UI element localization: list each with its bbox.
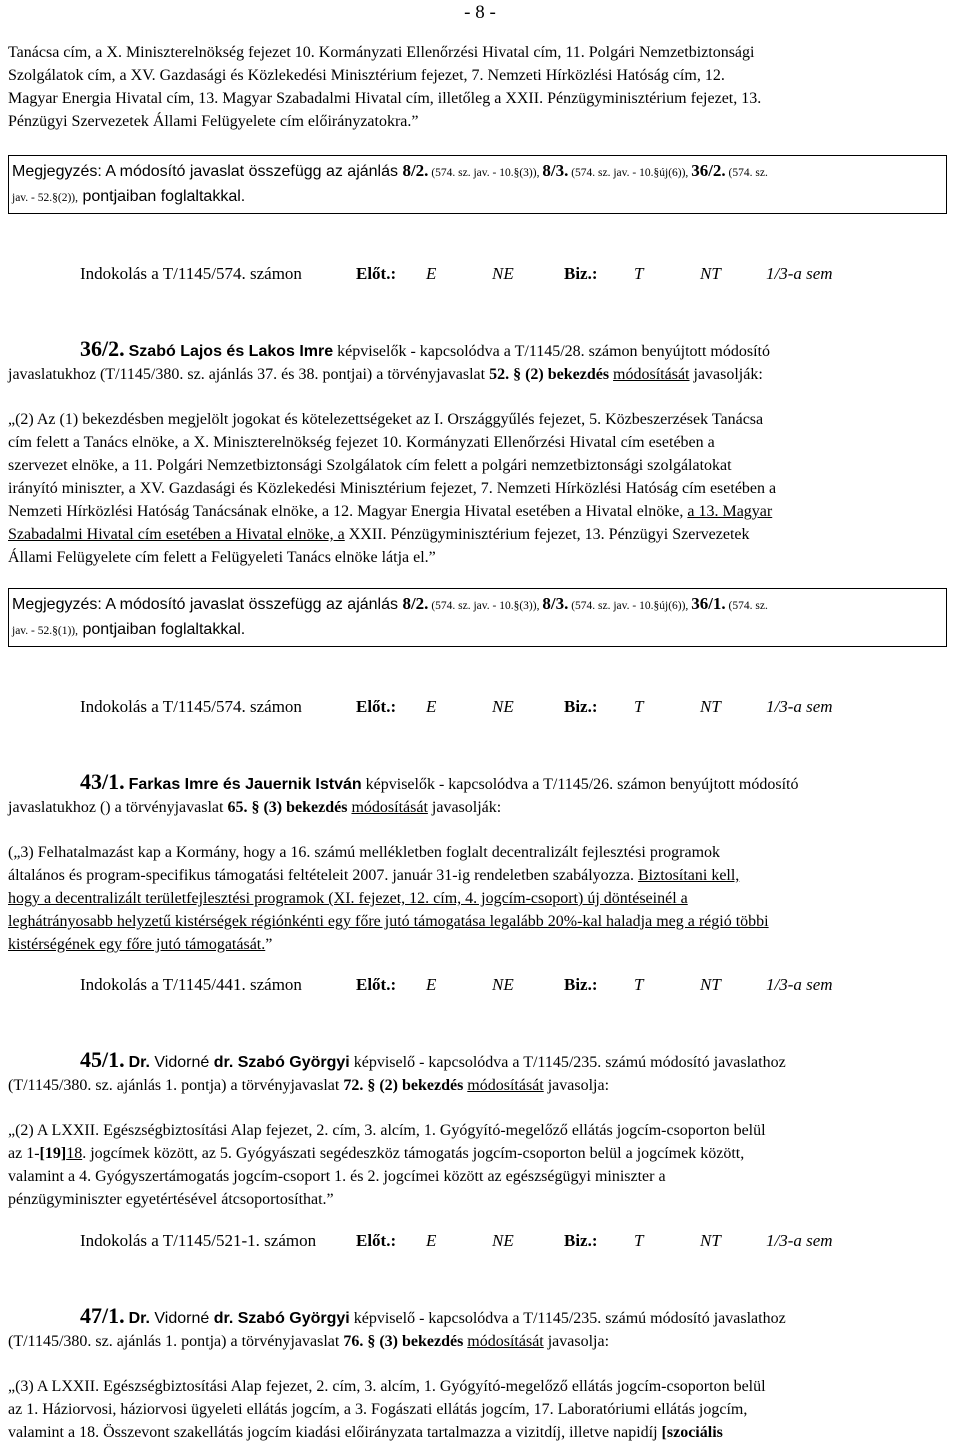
law-reference: 72. § (2) bekezdés	[343, 1077, 464, 1094]
vote-third: 1/3-a sem	[766, 264, 833, 283]
note-ref-detail: (574. sz.	[725, 167, 768, 179]
note-suffix: pontjaiban foglaltakkal.	[78, 188, 246, 205]
vote-line	[80, 264, 940, 288]
vote-t: T	[634, 264, 644, 283]
vote-elot-label: Előt.:	[356, 1231, 397, 1250]
vote-e: E	[426, 264, 437, 283]
amendment-intro: képviselő - kapcsolódva a T/1145/235. számú módosító javaslathoz	[349, 1054, 786, 1071]
vote-indokolas: Indokolás a T/1145/574. számon	[80, 697, 302, 716]
amendment-intro: képviselők - kapcsolódva a T/1145/26. számon benyújtott módosító	[361, 776, 799, 793]
vote-e: E	[426, 697, 437, 716]
text-line: Magyar Energia Hivatal cím, 13. Magyar Szabadalmi Hivatal cím, illetőleg a XXII. Pénzügyminisztérium fejezet, 13.	[8, 90, 762, 107]
vote-t: T	[634, 975, 644, 994]
vote-third: 1/3-a sem	[766, 1231, 833, 1250]
law-reference: 65. § (3) bekezdés	[227, 799, 348, 816]
vote-e: E	[426, 975, 437, 994]
note-ref-detail: (574. sz. jav. - 10.§(3)),	[428, 600, 543, 612]
amendment-text: „(2) A LXXII. Egészségbiztosítási Alap fejezet, 2. cím, 3. alcím, 1. Gyógyító-megelőző ellátás jogcím-csoporton belül az 1-[19]18. jogcímek között, az 5. Gyógyászati segédeszköz támogatás jogcím-csoporton belül a jogcímek között, valamint a 4. Gyógyszertámogatás jogcím-csoport 1. és 2. jogcímei között az egészségügyi miniszter a pénzügyminiszter egyetértésével átcsoportosíthat.”	[8, 1122, 766, 1208]
page-number: - 8 -	[464, 2, 496, 23]
note-ref-detail: jav. - 52.§(2)),	[12, 192, 78, 204]
note-prefix: Megjegyzés: A módosító javaslat összefügg az ajánlás	[12, 596, 403, 613]
vote-ne: NE	[492, 697, 514, 716]
amendment-authors: Dr. Vidorné dr. Szabó Györgyi	[128, 1310, 350, 1327]
vote-nt: NT	[700, 1231, 721, 1250]
vote-biz-label: Biz.:	[564, 975, 598, 994]
note-ref: 8/2.	[402, 161, 429, 180]
amendment-36-2: 36/2. Szabó Lajos és Lakos Imre képviselők - kapcsolódva a T/1145/28. számon benyújtott módosító javaslatukhoz (T/1145/380. sz. ajánlás 37. és 38. pontjai) a törvényjavaslat 52. § (2) bekezdés módosítását javasolják:	[8, 336, 770, 383]
amendment-authors: Farkas Imre és Jauernik István	[128, 776, 362, 793]
note-ref: 8/2.	[402, 594, 429, 613]
note-ref-detail: jav. - 52.§(1)),	[12, 625, 78, 637]
note-suffix: pontjaiban foglaltakkal.	[78, 621, 246, 638]
amendment-47-1: 47/1. Dr. Vidorné dr. Szabó Györgyi képviselő - kapcsolódva a T/1145/235. számú módosító javaslathoz (T/1145/380. sz. ajánlás 1. pontja) a törvényjavaslat 76. § (3) bekezdés módosítását javasolja:	[8, 1303, 786, 1350]
vote-ne: NE	[492, 1231, 514, 1250]
vote-line	[80, 697, 940, 721]
vote-biz-label: Biz.:	[564, 697, 598, 716]
note-ref: 8/3.	[542, 161, 569, 180]
vote-biz-label: Biz.:	[564, 1231, 598, 1250]
vote-nt: NT	[700, 697, 721, 716]
text-line: Szolgálatok cím, a XV. Gazdasági és Közlekedési Minisztérium fejezet, 7. Nemzeti Hírközlési Hatóság cím, 12.	[8, 67, 725, 84]
vote-elot-label: Előt.:	[356, 975, 397, 994]
note-ref-detail: (574. sz. jav. - 10.§(3)),	[428, 167, 543, 179]
amendment-number: 45/1.	[80, 1047, 125, 1072]
vote-nt: NT	[700, 264, 721, 283]
vote-line	[80, 1231, 940, 1255]
amendment-45-1: 45/1. Dr. Vidorné dr. Szabó Györgyi képviselő - kapcsolódva a T/1145/235. számú módosító javaslathoz (T/1145/380. sz. ajánlás 1. pontja) a törvényjavaslat 72. § (2) bekezdés módosítását javasolja:	[8, 1047, 786, 1094]
amendment-text: „(2) Az (1) bekezdésben megjelölt jogokat és kötelezettségeket az I. Országgyűlés fejezet, 5. Közbeszerzések Tanácsa cím felett a Tanács elnöke, a X. Miniszterelnökség fejezet 10. Kormányzati Ellenőrzési Hivatal cím esetében a szervezet elnöke, a 11. Polgári Nemzetbiztonsági Szolgálatok cím felett a polgári nemzetbiztonsági szolgálatokat irányító miniszter, a XV. Gazdasági és Közlekedési Minisztérium fejezet, 7. Nemzeti Hírközlési Hatóság cím esetében a Nemzeti Hírközlési Hatóság Tanácsának elnöke, a 12. Magyar Energia Hivatal esetében a Hivatal elnöke, a 13. Magyar Szabadalmi Hivatal cím esetében a Hivatal elnöke, a XXII. Pénzügyminisztérium fejezet, 13. Pénzügyi Szervezetek Állami Felügyelete cím felett a Felügyeleti Tanács elnöke látja el.”	[8, 411, 777, 566]
vote-ne: NE	[492, 975, 514, 994]
amendment-intro: képviselő - kapcsolódva a T/1145/235. számú módosító javaslathoz	[349, 1310, 786, 1327]
amendment-authors: Dr. Vidorné dr. Szabó Györgyi	[128, 1054, 350, 1071]
vote-third: 1/3-a sem	[766, 697, 833, 716]
vote-elot-label: Előt.:	[356, 264, 397, 283]
vote-biz-label: Biz.:	[564, 264, 598, 283]
note-ref: 36/1.	[691, 594, 726, 613]
law-reference: 52. § (2) bekezdés	[489, 366, 610, 383]
vote-elot-label: Előt.:	[356, 697, 397, 716]
note-ref: 8/3.	[542, 594, 569, 613]
vote-t: T	[634, 697, 644, 716]
continuation-paragraph	[8, 41, 950, 133]
law-reference: 76. § (3) bekezdés	[343, 1333, 464, 1350]
vote-t: T	[634, 1231, 644, 1250]
amendment-text: „(3) A LXXII. Egészségbiztosítási Alap fejezet, 2. cím, 3. alcím, 1. Gyógyító-megelőző ellátás jogcím-csoporton belül az 1. Háziorvosi, háziorvosi ügyeleti ellátás jogcím, a 3. Fogászati ellátás jogcím, 17. Laboratóriumi ellátás jogcím, valamint a 18. Összevont szakellátás jogcím kiadási előirányzata tartalmazza a vizitdíj, illetve napidíj [szociális	[8, 1378, 766, 1441]
vote-nt: NT	[700, 975, 721, 994]
note-prefix: Megjegyzés: A módosító javaslat összefügg az ajánlás	[12, 163, 403, 180]
amendment-43-1: 43/1. Farkas Imre és Jauernik István képviselők - kapcsolódva a T/1145/26. számon benyújtott módosító javaslatukhoz () a törvényjavaslat 65. § (3) bekezdés módosítását javasolják:	[8, 769, 799, 816]
amendment-number: 36/2.	[80, 336, 125, 361]
amendment-number: 47/1.	[80, 1303, 125, 1328]
note-ref: 36/2.	[691, 161, 726, 180]
text-line: Pénzügyi Szervezetek Állami Felügyelete cím előirányzatokra.”	[8, 113, 419, 130]
vote-line	[80, 975, 940, 999]
vote-e: E	[426, 1231, 437, 1250]
amendment-text: („3) Felhatalmazást kap a Kormány, hogy a 16. számú mellékletben foglalt decentralizált fejlesztési programok általános és program-specifikus támogatási feltételeit 2007. január 31-ig rendeletben szabályozza. Biztosítani kell, hogy a decentralizált területfejlesztési programok (XI. fejezet, 12. cím, 4. jogcím-csoport) új döntéseinél a leghátrányosabb helyzetű kistérségek régiónkénti egy főre jutó támogatása legalább 20%-kal haladja meg a régió többi kistérségének egy főre jutó támogatását.”	[8, 844, 769, 953]
note-box	[8, 155, 947, 214]
note-ref-detail: (574. sz. jav. - 10.§új(6)),	[568, 600, 692, 612]
vote-ne: NE	[492, 264, 514, 283]
amendment-number: 43/1.	[80, 769, 125, 794]
vote-indokolas: Indokolás a T/1145/521-1. számon	[80, 1231, 317, 1250]
amendment-authors: Szabó Lajos és Lakos Imre	[128, 343, 334, 360]
vote-indokolas: Indokolás a T/1145/441. számon	[80, 975, 302, 994]
note-ref-detail: (574. sz.	[725, 600, 768, 612]
vote-third: 1/3-a sem	[766, 975, 833, 994]
vote-indokolas: Indokolás a T/1145/574. számon	[80, 264, 302, 283]
note-ref-detail: (574. sz. jav. - 10.§új(6)),	[568, 167, 692, 179]
amendment-intro: képviselők - kapcsolódva a T/1145/28. számon benyújtott módosító	[333, 343, 770, 360]
note-box	[8, 588, 947, 647]
text-line: Tanácsa cím, a X. Miniszterelnökség fejezet 10. Kormányzati Ellenőrzési Hivatal cím, 11. Polgári Nemzetbiztonsági	[8, 44, 755, 61]
